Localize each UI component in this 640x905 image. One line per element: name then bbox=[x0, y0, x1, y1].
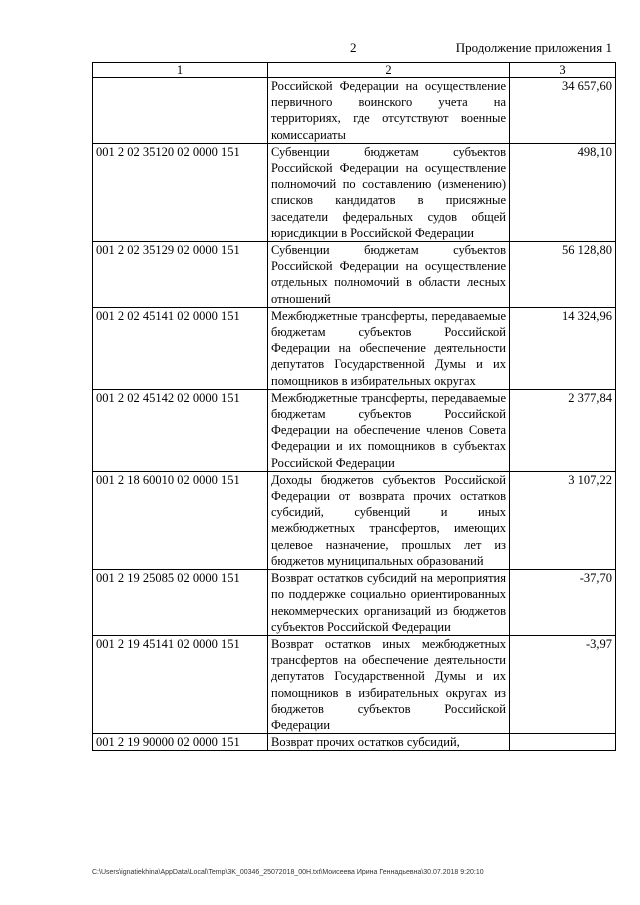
table-row bbox=[93, 242, 616, 308]
file-path-footer: C:\Users\ignatiekhina\AppData\Local\Temp\3K_00346_25072018_00H.txt\Моисеева Ирина Геннадьевна\30.07.2018 9:20:10 bbox=[92, 869, 484, 876]
income-description: Субвенции бюджетам субъектов Российской Федерации на осуществление отдельных полномочий в области лесных отношений bbox=[268, 242, 510, 308]
page-number: 2 bbox=[350, 40, 357, 55]
income-description: Возврат прочих остатков субсидий, bbox=[268, 734, 510, 751]
budget-code: 001 2 02 35129 02 0000 151 bbox=[93, 242, 268, 308]
budget-code: 001 2 02 45142 02 0000 151 bbox=[93, 389, 268, 471]
table-row bbox=[93, 143, 616, 241]
budget-table bbox=[92, 62, 616, 751]
budget-code: 001 2 19 25085 02 0000 151 bbox=[93, 570, 268, 636]
amount-value: 498,10 bbox=[510, 143, 616, 241]
amount-value bbox=[510, 734, 616, 751]
table-row bbox=[93, 389, 616, 471]
column-header-3: 3 bbox=[510, 63, 616, 78]
income-description: Российской Федерации на осуществление первичного воинского учета на территориях, где отсутствуют военные комиссариаты bbox=[268, 78, 510, 144]
table-row bbox=[93, 734, 616, 751]
income-description: Возврат остатков субсидий на мероприятия по поддержке социально ориентированных некоммерческих организаций из бюджетов субъектов Российской Федерации bbox=[268, 570, 510, 636]
budget-code: 001 2 02 45141 02 0000 151 bbox=[93, 307, 268, 389]
column-header-2: 2 bbox=[268, 63, 510, 78]
budget-code: 001 2 02 35120 02 0000 151 bbox=[93, 143, 268, 241]
amount-value: -3,97 bbox=[510, 635, 616, 733]
income-description: Субвенции бюджетам субъектов Российской Федерации на осуществление полномочий по составлению (изменению) списков кандидатов в присяжные заседатели федеральных судов общей юрисдикции в Российской Федерации bbox=[268, 143, 510, 241]
income-description: Возврат остатков иных межбюджетных трансфертов на обеспечение деятельности депутатов Государственной Думы и их помощников в избирательных округах из бюджетов субъектов Российской Федерации bbox=[268, 635, 510, 733]
income-description: Межбюджетные трансферты, передаваемые бюджетам субъектов Российской Федерации на обеспечение деятельности депутатов Государственной Думы и их помощников в избирательных округах bbox=[268, 307, 510, 389]
budget-code: 001 2 18 60010 02 0000 151 bbox=[93, 471, 268, 569]
column-header-1: 1 bbox=[93, 63, 268, 78]
budget-code bbox=[93, 78, 268, 144]
table-row bbox=[93, 78, 616, 144]
amount-value: 2 377,84 bbox=[510, 389, 616, 471]
table-row bbox=[93, 570, 616, 636]
amount-value: 34 657,60 bbox=[510, 78, 616, 144]
amount-value: -37,70 bbox=[510, 570, 616, 636]
table-row bbox=[93, 635, 616, 733]
budget-code: 001 2 19 90000 02 0000 151 bbox=[93, 734, 268, 751]
table-header-row bbox=[93, 63, 616, 78]
income-description: Межбюджетные трансферты, передаваемые бюджетам субъектов Российской Федерации на обеспечение членов Совета Федерации и их помощников в субъектах Российской Федерации bbox=[268, 389, 510, 471]
table-row bbox=[93, 471, 616, 569]
continuation-title: Продолжение приложения 1 bbox=[455, 40, 612, 55]
budget-code: 001 2 19 45141 02 0000 151 bbox=[93, 635, 268, 733]
amount-value: 3 107,22 bbox=[510, 471, 616, 569]
amount-value: 56 128,80 bbox=[510, 242, 616, 308]
income-description: Доходы бюджетов субъектов Российской Федерации от возврата прочих остатков субсидий, субвенций и иных межбюджетных трансфертов, имеющих целевое назначение, прошлых лет из бюджетов муниципальных образований bbox=[268, 471, 510, 569]
table-row bbox=[93, 307, 616, 389]
amount-value: 14 324,96 bbox=[510, 307, 616, 389]
